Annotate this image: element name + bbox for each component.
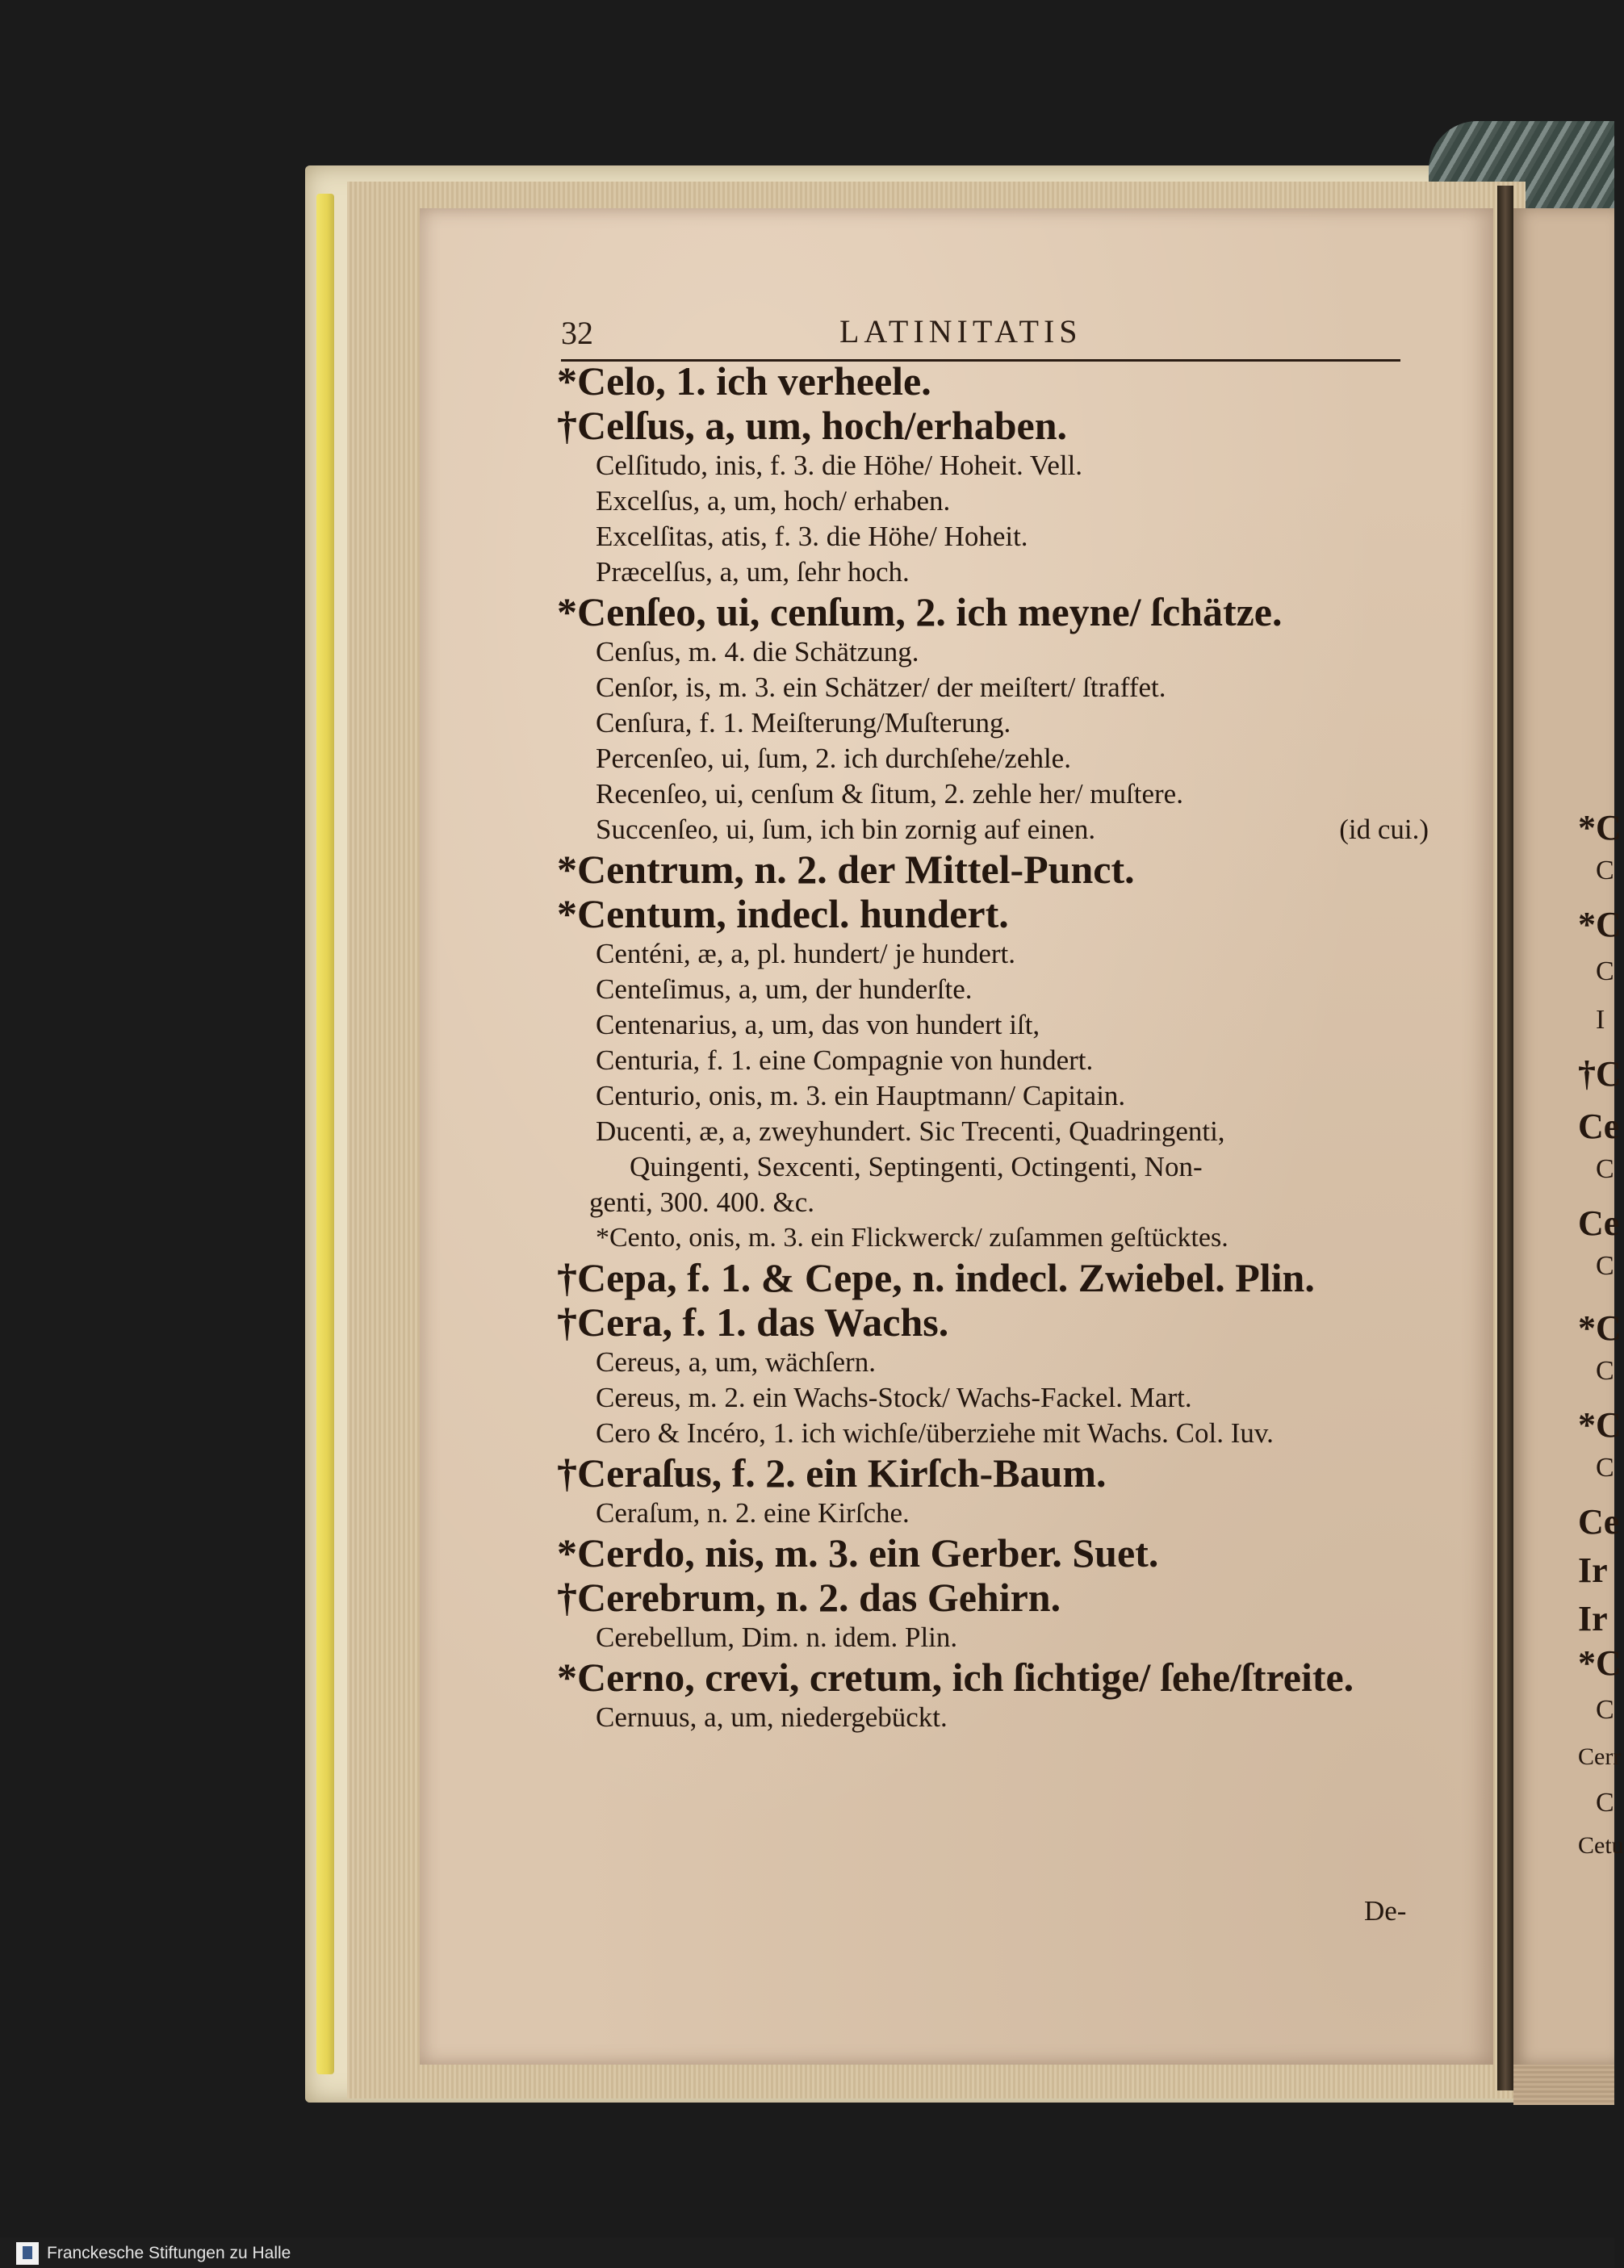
entry-text: Cenſura, f. 1. Meiſterung/Muſterung.: [596, 707, 1011, 739]
next-page-fragment: Ce: [1578, 1502, 1620, 1542]
entry-text: Percenſeo, ui, ſum, 2. ich durchſehe/zehle.: [596, 743, 1071, 774]
headword-line: [557, 1256, 1429, 1300]
subentry-line: [557, 1185, 1429, 1220]
headword-line: [557, 404, 1429, 448]
entry-text: *Cerdo, nis, m. 3. ein Gerber. Suet.: [557, 1530, 1159, 1575]
headword-line: [557, 1300, 1429, 1345]
headword-line: [557, 1531, 1429, 1575]
entry-text: Cenſus, m. 4. die Schätzung.: [596, 636, 919, 667]
subentry-line: [557, 554, 1429, 590]
subentry-line: [557, 1380, 1429, 1416]
entry-text: Cereus, m. 2. ein Wachs-Stock/ Wachs-Fackel. Mart.: [596, 1382, 1192, 1413]
dictionary-entries: [557, 359, 1429, 1735]
right-page-edges: [1513, 2065, 1614, 2105]
entry-text: *Centrum, n. 2. der Mittel-Punct.: [557, 847, 1135, 892]
subentry-line: [557, 1345, 1429, 1380]
headword-line: [557, 1655, 1429, 1700]
entry-text: Ducenti, æ, a, zweyhundert. Sic Trecenti, Quadringenti,: [596, 1115, 1225, 1147]
page-title: LATINITATIS: [839, 313, 1082, 349]
entry-text: Centeſimus, a, um, der hunderſte.: [596, 973, 973, 1005]
entry-text: genti, 300. 400. &c.: [589, 1186, 814, 1218]
entry-text: *Centum, indecl. hundert.: [557, 891, 1009, 936]
entry-text: †Cerebrum, n. 2. das Gehirn.: [557, 1575, 1061, 1620]
entry-text: †Celſus, a, um, hoch/erhaben.: [557, 403, 1068, 448]
next-page-fragment: *C: [1578, 1405, 1622, 1445]
headword-line: [557, 590, 1429, 634]
entry-text: Celſitudo, inis, f. 3. die Höhe/ Hoheit. Vell.: [596, 450, 1083, 481]
catchword: De-: [1364, 1895, 1407, 1927]
institution-logo-icon: [16, 2242, 39, 2265]
subentry-line: [557, 812, 1429, 847]
next-page-fragment: *C: [1578, 905, 1622, 944]
subentry-line: [557, 936, 1429, 972]
headword-line: [557, 359, 1429, 404]
entry-right-note: (id cui.): [1339, 814, 1429, 845]
page-number: 32: [561, 315, 593, 351]
entry-text: Centéni, æ, a, pl. hundert/ je hundert.: [596, 938, 1016, 969]
headword-line: [557, 847, 1429, 892]
next-page-fragment: C: [1596, 1695, 1614, 1725]
entry-text: Centuria, f. 1. eine Compagnie von hundert.: [596, 1044, 1094, 1076]
subentry-line: [557, 1114, 1429, 1149]
next-page-fragment: Cetu: [1578, 1832, 1624, 1859]
subentry-line: [557, 634, 1429, 670]
subentry-line: [557, 448, 1429, 483]
subentry-line: [557, 1220, 1429, 1256]
entry-text: Cero & Incéro, 1. ich wichſe/überziehe mit Wachs. Col. Iuv.: [596, 1417, 1274, 1449]
entry-text: *Celo, 1. ich verheele.: [557, 358, 931, 404]
subentry-line: [557, 519, 1429, 554]
subentry-line: [557, 741, 1429, 776]
subentry-line: [557, 1007, 1429, 1043]
next-page-fragment: C: [1596, 1356, 1614, 1386]
subentry-line: [557, 776, 1429, 812]
next-page-fragment: C: [1596, 856, 1614, 885]
next-page-fragment: Ce: [1578, 1107, 1620, 1146]
entry-text: Centurio, onis, m. 3. ein Hauptmann/ Capitain.: [596, 1080, 1126, 1111]
next-page-fragment: *C: [1578, 1308, 1622, 1348]
entry-text: Cerebellum, Dim. n. idem. Plin.: [596, 1621, 958, 1653]
entry-text: Centenarius, a, um, das von hundert iſt,: [596, 1009, 1040, 1040]
next-page-fragment: *C: [1578, 808, 1622, 847]
entry-text: †Cepa, f. 1. & Cepe, n. indecl. Zwiebel. Plin.: [557, 1255, 1315, 1300]
headword-line: [557, 892, 1429, 936]
next-page-fragment: †C: [1578, 1054, 1622, 1094]
subentry-line: [557, 705, 1429, 741]
subentry-line: [557, 1416, 1429, 1451]
headword-line: [557, 1451, 1429, 1496]
next-page-fragment: *C: [1578, 1643, 1622, 1683]
next-page-fragment: C: [1596, 956, 1614, 986]
entry-text: Excelſitas, atis, f. 3. die Höhe/ Hoheit.: [596, 521, 1028, 552]
entry-text: †Cera, f. 1. das Wachs.: [557, 1299, 949, 1345]
subentry-line: [557, 1149, 1429, 1185]
subentry-line: [557, 1620, 1429, 1655]
entry-text: Cenſor, is, m. 3. ein Schätzer/ der meiſtert/ ſtraffet.: [596, 672, 1166, 703]
entry-text: Ceraſum, n. 2. eine Kirſche.: [596, 1497, 910, 1529]
next-page-fragment: C: [1596, 1154, 1614, 1184]
subentry-line: [557, 1043, 1429, 1078]
entry-text: *Cenſeo, ui, cenſum, 2. ich meyne/ ſchätze.: [557, 589, 1283, 634]
running-head: [561, 311, 1400, 362]
next-page-fragment: Cerr: [1578, 1743, 1622, 1770]
next-page-fragment: Ce: [1578, 1203, 1620, 1243]
subentry-line: [557, 972, 1429, 1007]
entry-text: *Cerno, crevi, cretum, ich ſichtige/ ſehe/ſtreite.: [557, 1655, 1354, 1700]
entry-text: †Ceraſus, f. 2. ein Kirſch-Baum.: [557, 1450, 1107, 1496]
entry-text: Cereus, a, um, wächſern.: [596, 1346, 876, 1378]
next-page-fragment: Ir: [1578, 1550, 1608, 1590]
entry-text: Succenſeo, ui, ſum, ich bin zornig auf einen.: [596, 814, 1096, 845]
entry-text: Recenſeo, ui, cenſum & ſitum, 2. zehle her/ muſtere.: [596, 778, 1183, 810]
next-page-fragment: C: [1596, 1251, 1614, 1281]
book-gutter: [1497, 186, 1513, 2090]
subentry-line: [557, 670, 1429, 705]
next-page-fragment: C: [1596, 1788, 1614, 1818]
subentry-line: [557, 483, 1429, 519]
next-page-fragment: Ir: [1578, 1599, 1608, 1638]
next-page-fragment: C: [1596, 1453, 1614, 1483]
subentry-line: [557, 1496, 1429, 1531]
footer-bar: [0, 2237, 1614, 2268]
cover-edge-strip: [316, 194, 334, 2074]
entry-text: *Cento, onis, m. 3. ein Flickwerck/ zuſammen geſtücktes.: [596, 1223, 1228, 1253]
subentry-line: [557, 1078, 1429, 1114]
entry-text: Cernuus, a, um, niedergebückt.: [596, 1701, 948, 1733]
entry-text: Præcelſus, a, um, ſehr hoch.: [596, 556, 910, 588]
entry-text: Quingenti, Sexcenti, Septingenti, Octingenti, Non-: [630, 1151, 1203, 1182]
entry-text: Excelſus, a, um, hoch/ erhaben.: [596, 485, 951, 517]
footer-credit: Franckesche Stiftungen zu Halle: [47, 2244, 291, 2262]
subentry-line: [557, 1700, 1429, 1735]
headword-line: [557, 1575, 1429, 1620]
next-page-fragment: I: [1596, 1005, 1605, 1035]
